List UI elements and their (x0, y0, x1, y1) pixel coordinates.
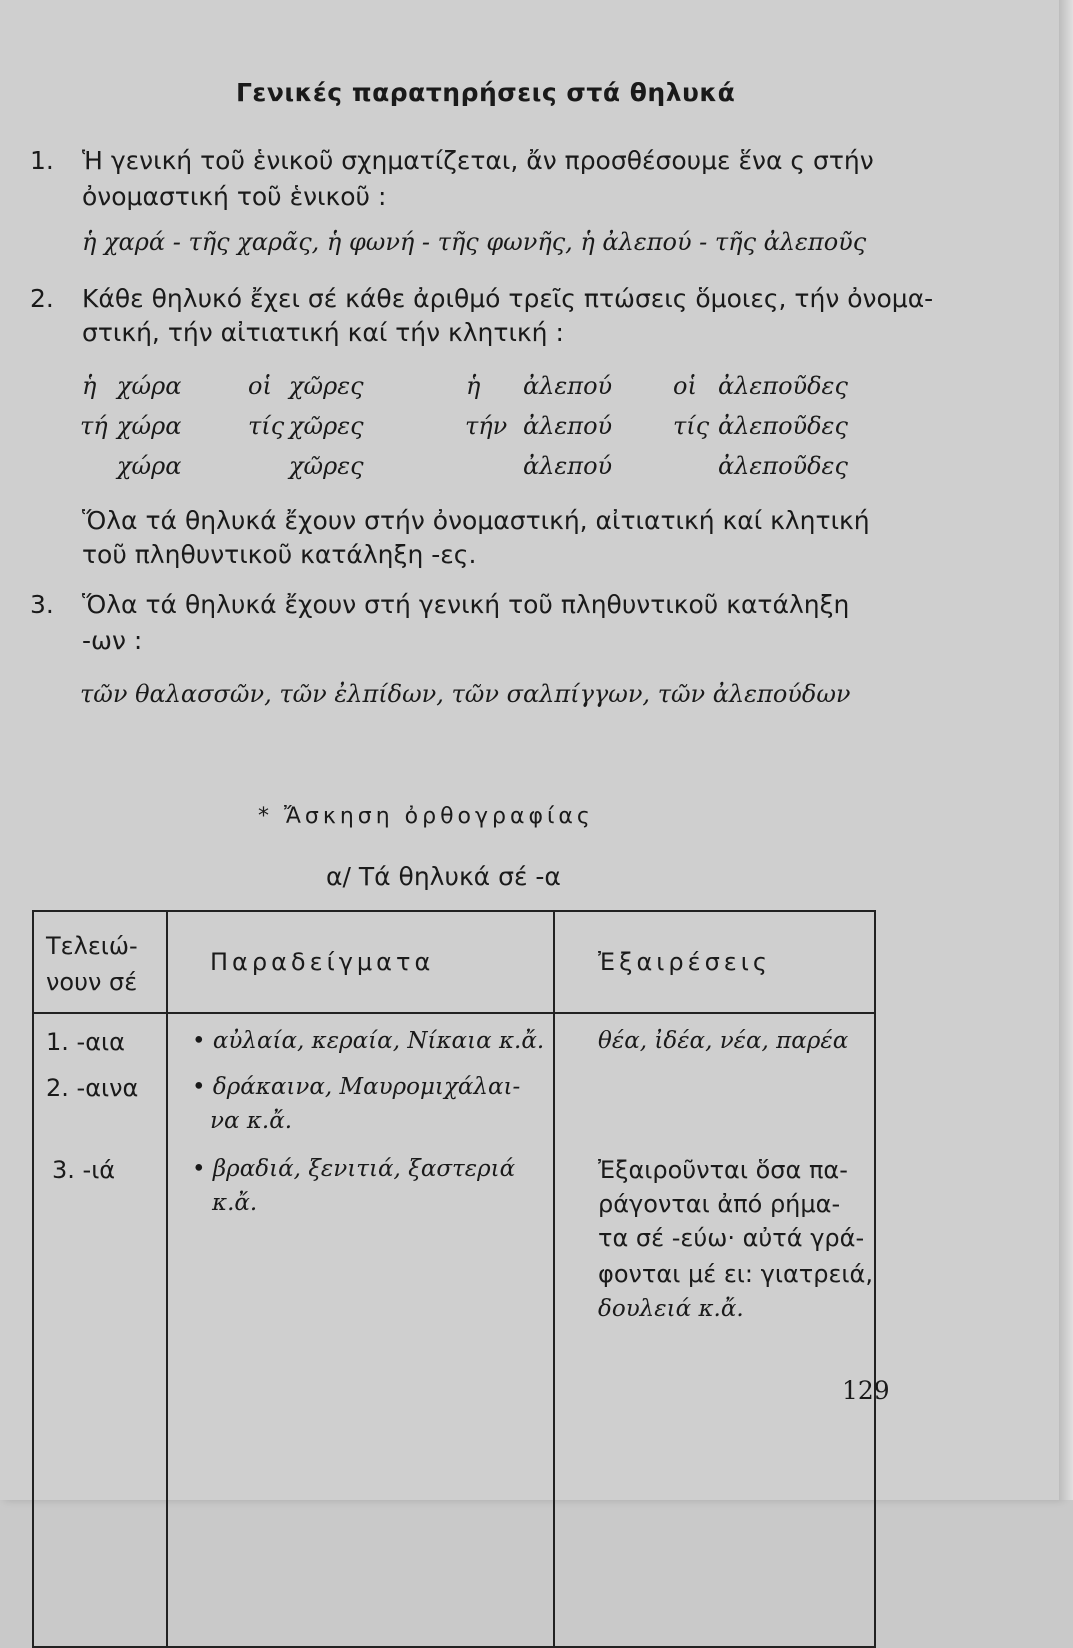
table-row-3-ending: 3. -ιά (52, 1156, 116, 1184)
decl-article: οἱ (673, 372, 697, 400)
rule-2-line-2: στική, τήν αἰτιατική καί τήν κλητική : (82, 318, 564, 347)
decl-word: ἀλεπού (523, 452, 613, 480)
table-row-3-exceptions-line-2: ράγονται ἀπό ρήμα- (598, 1190, 841, 1218)
decl-article: οἱ (248, 372, 272, 400)
decl-word: ἀλεποῦδες (718, 412, 848, 440)
decl-word: χώρα (117, 372, 182, 400)
table-header-divider (32, 1012, 876, 1014)
table-row-2-ending: 2. -αινα (46, 1074, 139, 1102)
decl-word: χῶρες (289, 452, 364, 480)
header-endings-line-1: Τελειώ- (46, 932, 138, 960)
decl-article: τίς (248, 412, 285, 440)
page-number: 129 (842, 1376, 890, 1405)
table-row-3-examples-line-2: κ.ἄ. (212, 1190, 258, 1216)
exercise-subheading: α/ Τά θηλυκά σέ -α (326, 862, 561, 891)
rule-2-note-line-2: τοῦ πληθυντικοῦ κατάληξη -ες. (82, 540, 477, 569)
table-col-divider-2 (553, 910, 555, 1648)
table-row-3-exceptions-line-4: φονται μέ ει: γιατρειά, (598, 1260, 873, 1288)
decl-word: ἀλεπού (523, 372, 613, 400)
rule-3-line-2: -ων : (82, 626, 143, 655)
rule-2-number: 2. (30, 284, 54, 313)
decl-article: ἡ (466, 372, 481, 400)
decl-word: ἀλεποῦδες (718, 452, 848, 480)
decl-word: χῶρες (289, 372, 364, 400)
exercise-heading: * Ἄσκηση ὀρθογραφίας (258, 804, 594, 829)
rule-2-line-1: Κάθε θηλυκό ἔχει σέ κάθε ἀριθμό τρεῖς πτώσεις ὅμοιες, τήν ὀνομα- (82, 284, 934, 313)
table-row-3-exceptions-line-1: Ἐξαιροῦνται ὅσα πα- (598, 1156, 848, 1184)
header-exceptions: Ἐξαιρέσεις (598, 948, 771, 976)
rule-2-note-line-1: Ὅλα τά θηλυκά ἔχουν στήν ὀνομαστική, αἰτιατική καί κλητική (82, 506, 870, 535)
table-row-1-exceptions: θέα, ἰδέα, νέα, παρέα (598, 1028, 849, 1054)
decl-article: ἡ (82, 372, 97, 400)
rule-1-line-1: Ἡ γενική τοῦ ἑνικοῦ σχηματίζεται, ἄν προσθέσουμε ἕνα ς στήν (82, 146, 874, 175)
table-row-3-exceptions-line-5: δουλειά κ.ἄ. (598, 1296, 744, 1322)
table-row-1-ending: 1. -αια (46, 1028, 125, 1056)
header-examples: Παραδείγματα (210, 948, 435, 976)
rule-3-number: 3. (30, 590, 54, 619)
rule-1-number: 1. (30, 146, 54, 175)
page-title: Γενικές παρατηρήσεις στά θηλυκά (236, 78, 736, 107)
decl-article: τήν (465, 412, 508, 440)
decl-article: τίς (673, 412, 710, 440)
decl-word: χώρα (117, 452, 182, 480)
header-endings-line-2: νουν σέ (46, 968, 138, 996)
page-edge (1059, 0, 1073, 1500)
decl-article: τή (80, 412, 108, 440)
decl-word: χῶρες (289, 412, 364, 440)
rule-3-example: τῶν θαλασσῶν, τῶν ἐλπίδων, τῶν σαλπίγγων, τῶν ἀλεπούδων (80, 680, 851, 708)
table-row-2-examples-line-2: να κ.ἄ. (210, 1108, 293, 1134)
rule-1-example: ἡ χαρά - τῆς χαρᾶς, ἡ φωνή - τῆς φωνῆς, ἡ ἀλεπού - τῆς ἀλεποῦς (82, 228, 867, 256)
table-row-3-exceptions-line-3: τα σέ -εύω· αὐτά γρά- (598, 1224, 865, 1252)
decl-word: χώρα (117, 412, 182, 440)
decl-word: ἀλεπού (523, 412, 613, 440)
table-col-divider-1 (166, 910, 168, 1648)
table-row-2-examples-line-1: • δράκαινα, Μαυρομιχάλαι- (192, 1074, 521, 1100)
rule-3-line-1: Ὅλα τά θηλυκά ἔχουν στή γενική τοῦ πληθυντικοῦ κατάληξη (82, 590, 850, 619)
table-row-1-examples: • αὐλαία, κεραία, Νίκαια κ.ἄ. (192, 1028, 545, 1054)
table-row-3-examples-line-1: • βραδιά, ξενιτιά, ξαστεριά (192, 1156, 516, 1182)
rule-1-line-2: ὀνομαστική τοῦ ἑνικοῦ : (82, 182, 387, 211)
decl-word: ἀλεποῦδες (718, 372, 848, 400)
